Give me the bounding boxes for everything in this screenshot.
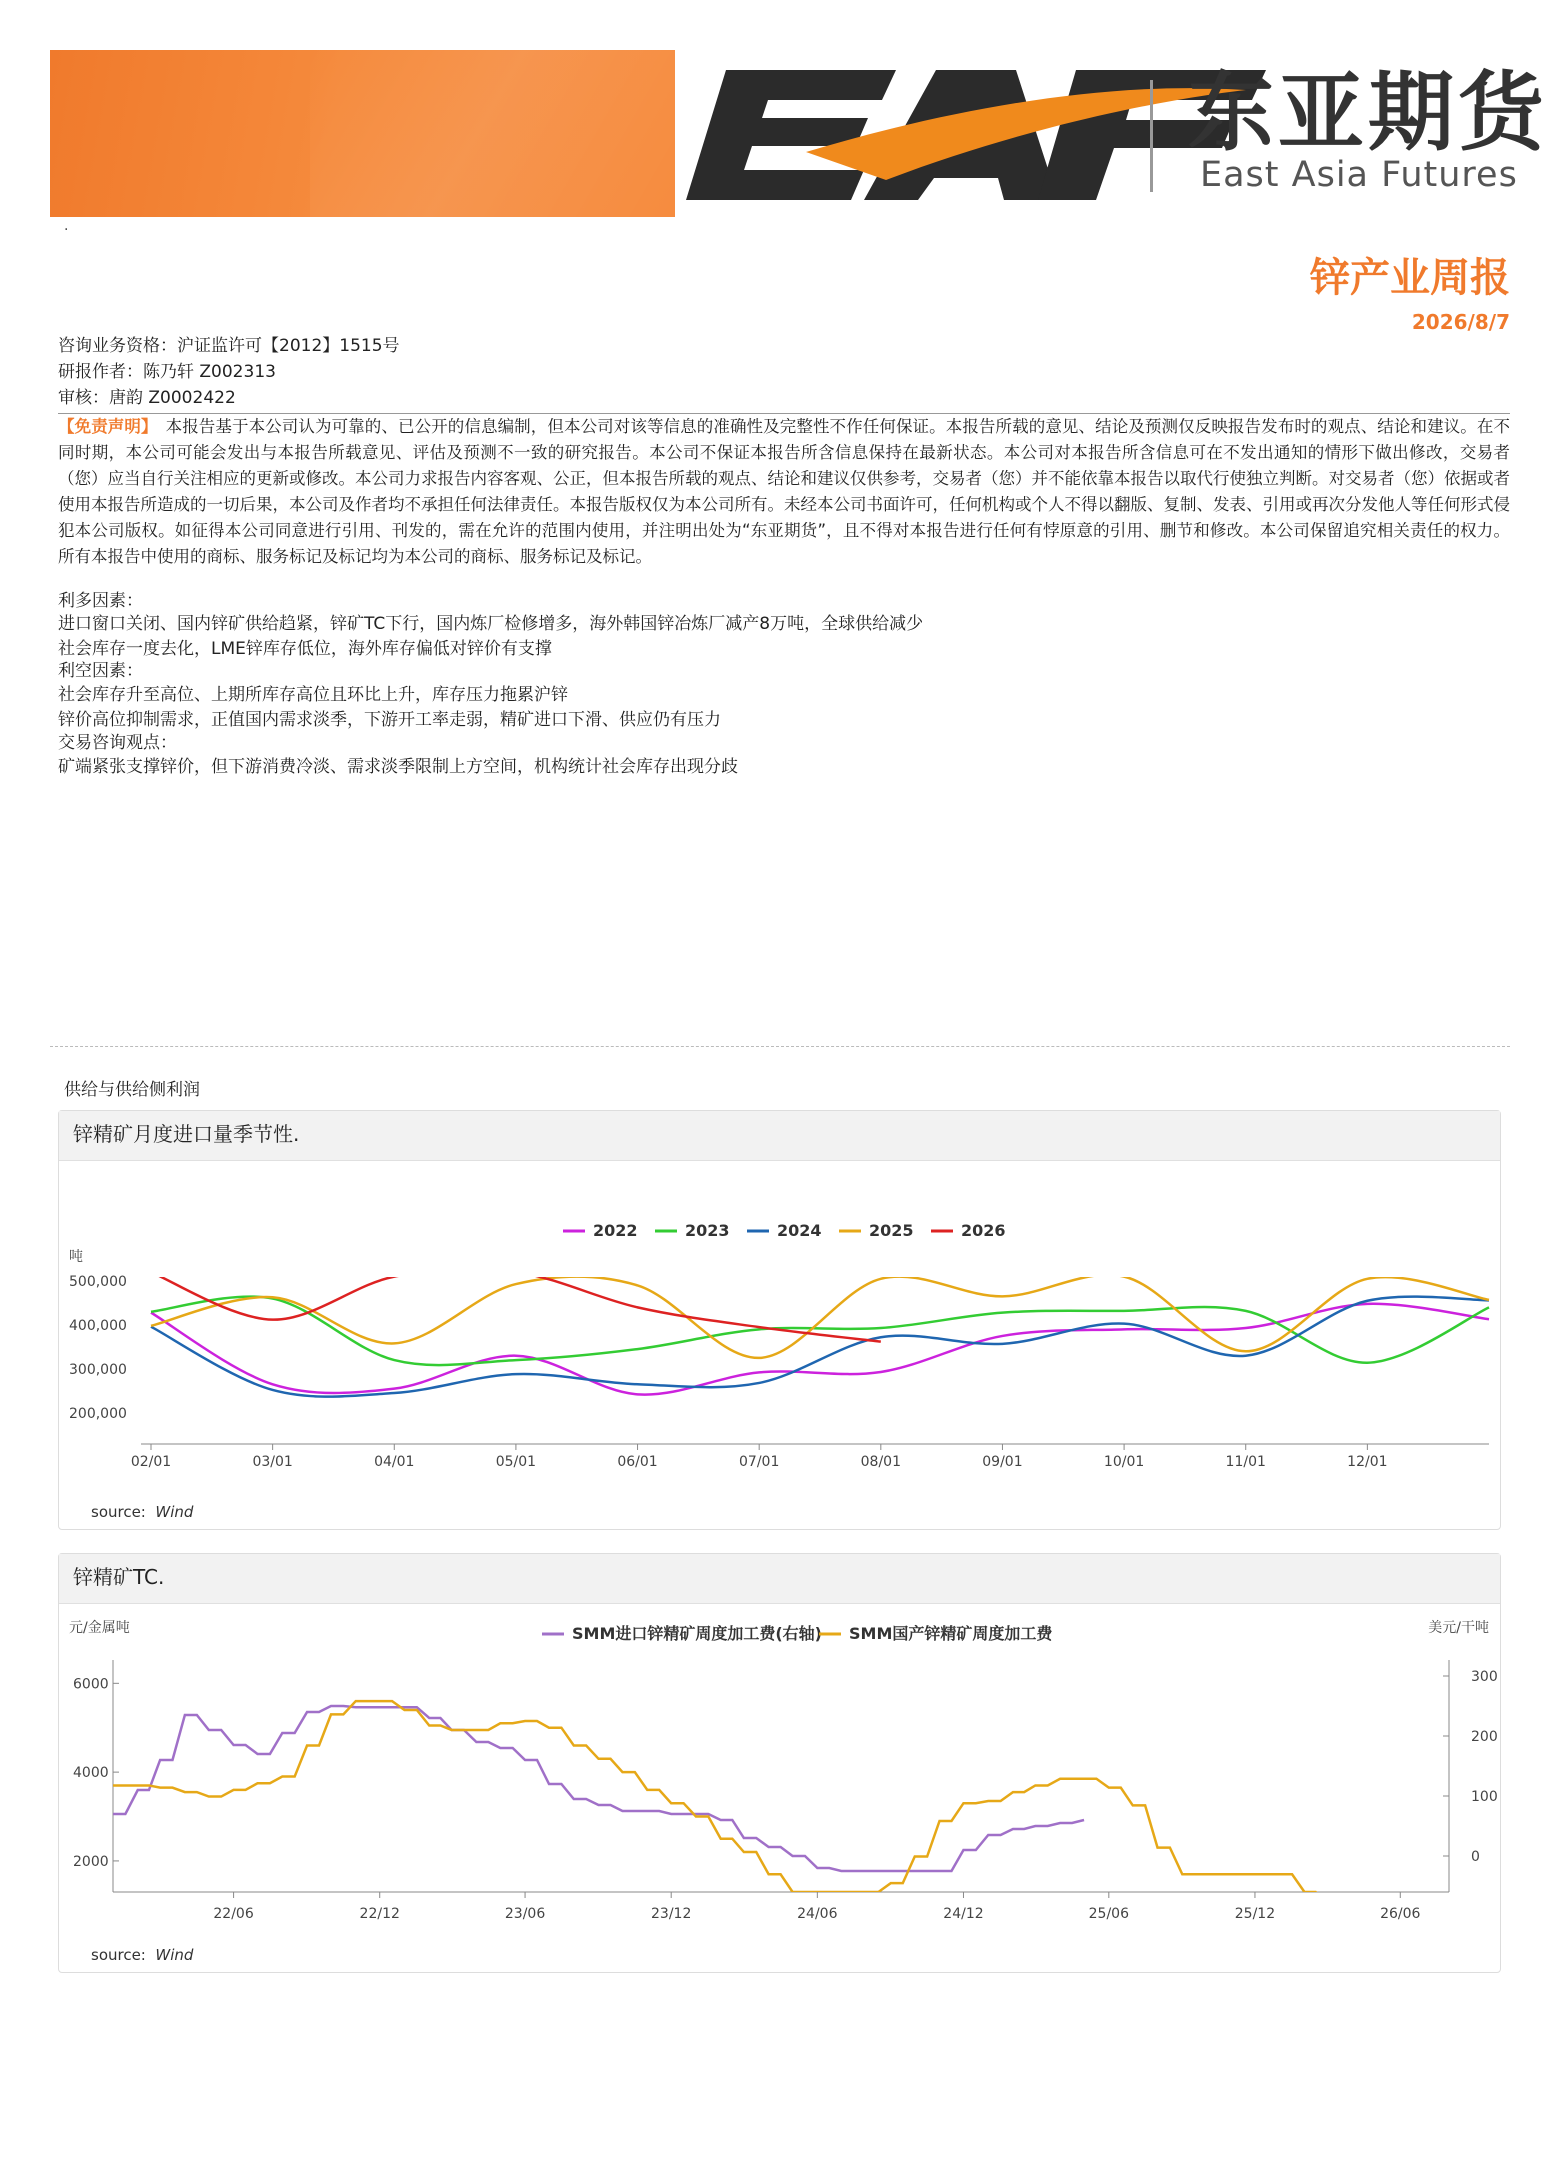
x-tick-label: 23/06 [504,1906,546,1922]
brand-name-en: East Asia Futures [1200,155,1518,195]
y-right-label: 美元/干吨 [1428,1620,1489,1636]
y-tick-label: 200,000 [69,1405,127,1422]
source-name: Wind [155,1503,194,1521]
x-tick-label: 24/06 [797,1906,838,1922]
x-tick-label: 07/01 [739,1454,780,1470]
source-label: source: [91,1503,146,1521]
bull-item-2: 社会库存一度去化，LME锌库存低位，海外库存偏低对锌价有支撑 [58,639,552,659]
x-tick-label: 02/01 [130,1454,172,1470]
bear-item-1: 社会库存升至高位、上期所库存高位且环比上升，库存压力拖累沪锌 [58,685,568,705]
y-right-tick-label: 0 [1471,1849,1480,1865]
y-left-label: 元/金属吨 [69,1620,130,1636]
report-date: 2026/8/7 [1411,310,1510,334]
tc-chart-panel [58,1553,1501,1973]
y-right-tick-label: 300 [1471,1669,1498,1685]
bull-item-1: 进口窗口关闭、国内锌矿供给趋紧，锌矿TC下行，国内炼厂检修增多，海外韩国锌冶炼厂减产8万吨，全球供给减少 [58,614,924,634]
y-tick-label: 400,000 [69,1317,127,1334]
bear-title: 利空因素： [58,661,143,681]
section-title: 供给与供给侧利润 [64,1080,200,1100]
y-tick-label: 500,000 [69,1274,127,1290]
x-tick-label: 22/06 [213,1906,254,1922]
legend-label-2: 2024 [777,1221,822,1240]
view-title: 交易咨询观点： [58,733,177,753]
x-tick-label: 06/01 [617,1454,658,1470]
imports-chart [59,1161,1500,1481]
x-tick-label: 24/12 [943,1906,984,1922]
header-banner [50,50,675,217]
y-left-tick-label: 4000 [73,1765,109,1782]
x-tick-label: 25/06 [1088,1906,1129,1922]
header-dot: · [64,222,69,238]
logo-separator [1150,80,1153,192]
x-tick-label: 10/01 [1103,1454,1145,1470]
x-tick-label: 12/01 [1347,1454,1388,1470]
legend-label-0: SMM进口锌精矿周度加工费(右轴) [572,1624,822,1643]
y-left-tick-label: 2000 [73,1853,109,1870]
tc-chart-bg [59,1604,1500,1924]
reviewer-line: 审核：唐韵 Z0002422 [58,388,236,408]
legend-label-3: 2025 [869,1221,914,1240]
legend-label-1: SMM国产锌精矿周度加工费 [849,1624,1053,1643]
tc-chart-source [91,1946,193,1964]
disclaimer-tag: 【免责声明】 [58,417,158,436]
view-item-1: 矿端紧张支撑锌价，但下游消费冷淡、需求淡季限制上方空间，机构统计社会库存出现分歧 [58,757,738,777]
x-tick-label: 26/06 [1380,1906,1421,1922]
y-right-tick-label: 100 [1471,1789,1498,1805]
x-tick-label: 04/01 [374,1454,415,1470]
y-right-tick-label: 200 [1471,1729,1498,1745]
imports-chart-title: 锌精矿月度进口量季节性. [59,1111,1500,1161]
y-left-tick-label: 6000 [73,1676,109,1693]
author-line: 研报作者：陈乃轩 Z002313 [58,362,276,382]
y-tick-label: 300,000 [69,1361,127,1378]
imports-chart-panel [58,1110,1501,1530]
report-title: 锌产业周报 [1310,255,1510,301]
bear-item-2: 锌价高位抑制需求，正值国内需求淡季，下游开工率走弱，精矿进口下滑、供应仍有压力 [58,710,721,730]
x-tick-label: 09/01 [982,1454,1023,1470]
logo-text: EAF [686,70,688,71]
x-tick-label: 22/12 [359,1906,400,1922]
x-tick-label: 05/01 [495,1454,537,1470]
tc-chart-title: 锌精矿TC. [59,1554,1500,1604]
x-tick-label: 23/12 [651,1906,692,1922]
source-label: source: [91,1946,146,1964]
x-tick-label: 03/01 [252,1454,293,1470]
brand-name-cn: 东亚期货 [1188,63,1548,163]
source-name: Wind [155,1946,194,1964]
section-divider [50,1046,1510,1047]
legend-label-4: 2026 [961,1221,1006,1240]
imports-chart-source [91,1503,193,1521]
disclaimer-text: 本报告基于本公司认为可靠的、已公开的信息编制，但本公司对该等信息的准确性及完整性不作任何保证。本报告所载的意见、结论及预测仅反映报告发布时的观点、结论和建议。在不同时期，本公司可能会发出与本报告所载意见、评估及预测不一致的研究报告。本公司不保证本报告所含信息保持在最新状态。本公司对本报告所含信息可在不发出通知的情形下做出修改，交易者（您）应当自行关注相应的更新或修改。本公司力求报告内容客观、公正，但本报告所载的观点、结论和建议仅供参考，交易者（您）并不能依靠本报告以取代行使独立判断。对交易者（您）依据或者使用本报告所造成的一切后果，本公司及作者均不承担任何法律责任。本报告版权仅为本公司所有。未经本公司书面许可，任何机构或个人不得以翻版、复制、发表、引用或再次分发他人等任何形式侵犯本公司版权。如征得本公司同意进行引用、刊发的，需在允许的范围内使用，并注明出处为“东亚期货”，且不得对本报告进行任何有悖原意的引用、删节和修改。本公司保留追究相关责任的权力。所有本报告中使用的商标、服务标记及标记均为本公司的商标、服务标记及标记。 [58,417,1511,566]
bull-title: 利多因素： [58,591,143,611]
legend-label-0: 2022 [593,1221,638,1240]
legend-label-1: 2023 [685,1221,730,1240]
x-tick-label: 11/01 [1225,1454,1266,1470]
license-line: 咨询业务资格：沪证监许可【2012】1515号 [58,336,400,356]
y-axis-label: 吨 [69,1249,83,1265]
x-tick-label: 08/01 [860,1454,901,1470]
disclaimer [58,414,1510,570]
x-tick-label: 25/12 [1234,1906,1276,1922]
tc-chart [59,1604,1500,1924]
